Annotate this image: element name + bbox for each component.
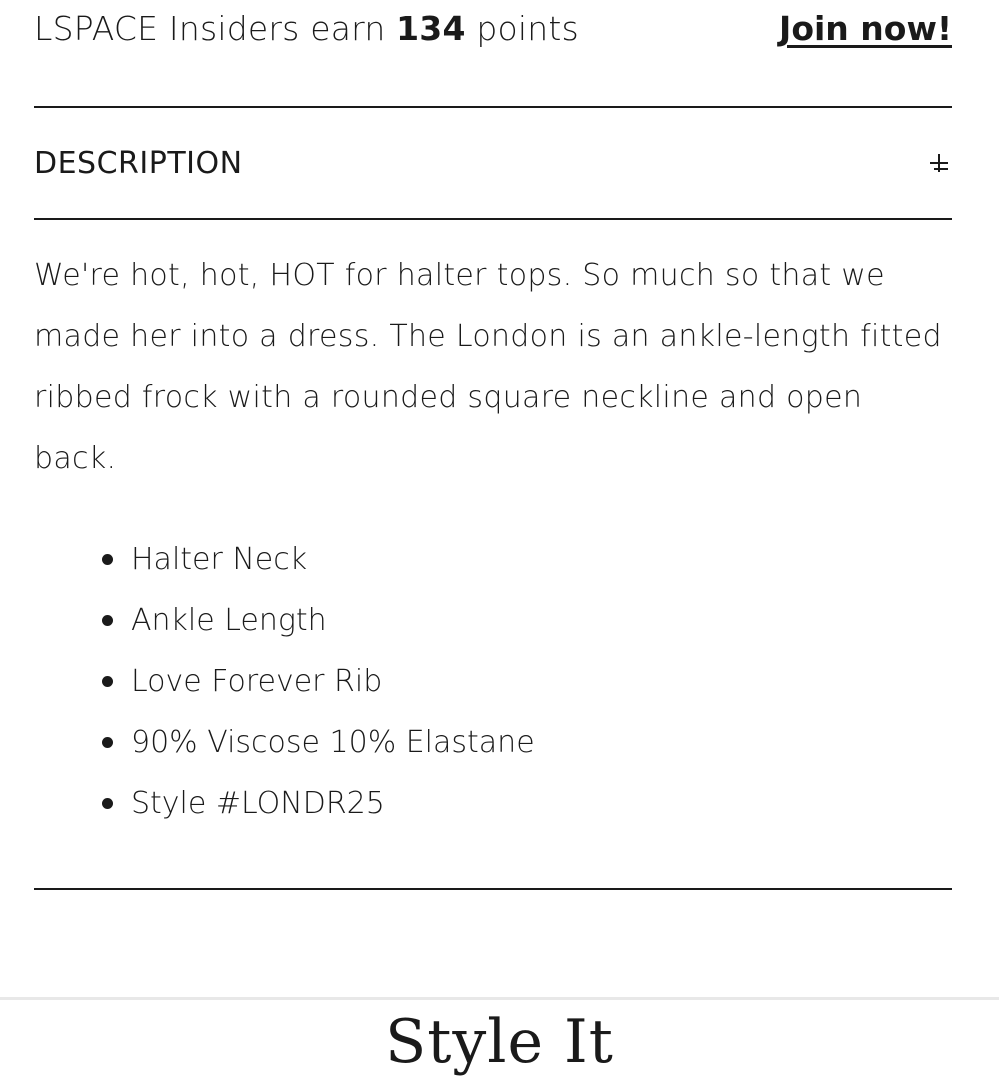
rewards-suffix: points <box>476 9 579 48</box>
bullet-icon <box>102 798 113 809</box>
join-now-link[interactable]: Join now! <box>779 9 952 48</box>
feature-label: Halter Neck <box>131 542 308 577</box>
description-accordion-header[interactable] <box>34 108 952 218</box>
divider <box>34 218 952 220</box>
rewards-prefix: LSPACE Insiders earn <box>34 9 386 48</box>
feature-label: Love Forever Rib <box>131 664 383 699</box>
rewards-points: 134 <box>396 9 466 48</box>
style-it-heading: Style It <box>385 1006 614 1077</box>
icon-bar-minus <box>934 168 948 170</box>
feature-list <box>34 529 952 834</box>
rewards-banner <box>34 0 952 57</box>
bullet-icon <box>102 615 113 626</box>
accordion-title: DESCRIPTION <box>34 145 243 181</box>
feature-list-item <box>102 651 952 712</box>
bullet-icon <box>102 554 113 565</box>
feature-list-item <box>102 590 952 651</box>
feature-list-item <box>102 529 952 590</box>
bullet-icon <box>102 737 113 748</box>
feature-label: Style #LONDR25 <box>131 786 385 821</box>
feature-label: 90% Viscose 10% Elastane <box>131 725 535 760</box>
product-details <box>34 0 952 890</box>
bullet-icon <box>102 676 113 687</box>
rewards-text <box>34 9 579 48</box>
description-text: We're hot, hot, HOT for halter tops. So much so that we made her into a dress. The London is an ankle-length fitted ribbed frock with a rounded square neckline and open back. <box>34 258 942 476</box>
plus-minus-icon[interactable] <box>928 152 950 174</box>
divider <box>34 888 952 890</box>
feature-list-item <box>102 773 952 834</box>
feature-list-item <box>102 712 952 773</box>
feature-label: Ankle Length <box>131 603 327 638</box>
